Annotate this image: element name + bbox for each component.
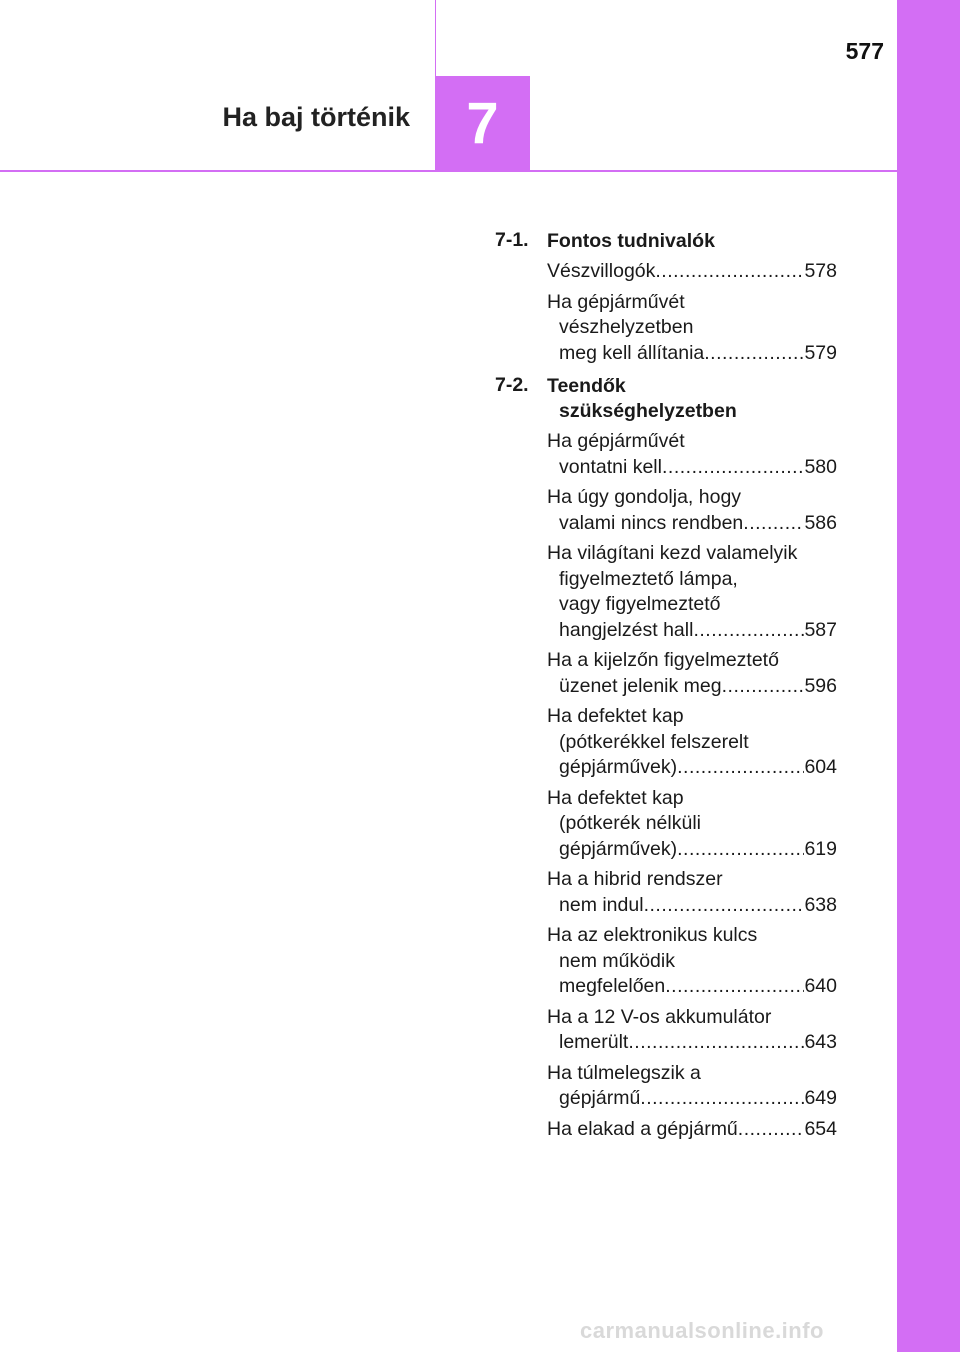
toc-section (495, 229, 837, 366)
toc-entry-line: nem indul (559, 893, 644, 916)
toc-entry-page: 586 (804, 511, 837, 534)
toc-entry-line: gépjárművek) (559, 756, 678, 778)
toc-entry-page: 649 (804, 1087, 837, 1109)
dot-leader (640, 1086, 804, 1112)
toc-entry-page: 619 (804, 837, 837, 860)
toc-entry-line: (pótkerék nélküli (559, 812, 701, 834)
dot-leader (722, 674, 805, 700)
toc-section (495, 374, 837, 1142)
toc-entry-page: 604 (804, 756, 837, 778)
toc-entry-line: Ha defektet kap (547, 705, 684, 727)
section-number: 7-1. (495, 229, 529, 251)
toc-entry-line: lemerült (559, 1031, 629, 1053)
toc-entry-line: meg kell állítania (559, 341, 705, 364)
toc-entry[interactable] (547, 923, 837, 1000)
toc-entry[interactable] (547, 867, 837, 918)
toc-entry-line: vontatni kell (559, 455, 662, 478)
dot-leader (644, 893, 805, 919)
toc-entry-page: 638 (804, 893, 837, 916)
watermark: carmanualsonline.info (580, 1318, 824, 1343)
toc-entry[interactable] (547, 1061, 837, 1112)
toc-entry-line: vészhelyzetben (559, 316, 694, 338)
toc-entry-page: 596 (804, 674, 837, 697)
toc-entry[interactable] (547, 541, 837, 643)
toc-entry-line: Ha a 12 V-os akkumulátor (547, 1005, 772, 1028)
section-title-line: szükséghelyzetben (559, 400, 737, 422)
dot-leader (677, 837, 804, 863)
page-number: 577 (845, 38, 884, 64)
toc-entry-line: (pótkerékkel felszerelt (559, 730, 749, 753)
toc-entry-line: valami nincs rendben (559, 511, 744, 534)
dot-leader (665, 974, 804, 1000)
toc-entry-page: 580 (804, 455, 837, 478)
toc-entry-line: figyelmeztető lámpa, (559, 567, 738, 590)
toc-entry[interactable] (547, 259, 837, 285)
toc-entry-line: Vészvillogók (547, 260, 656, 282)
toc-entry-line: Ha úgy gondolja, hogy (547, 486, 742, 508)
dot-leader (693, 618, 804, 644)
section-title-line: Teendők (547, 375, 626, 397)
toc-entry-line: hangjelzést hall (559, 618, 694, 641)
chapter-number-box: 7 (435, 76, 530, 171)
toc-entry[interactable] (547, 290, 837, 367)
toc-entry-page: 578 (804, 260, 837, 282)
toc-entry-line: üzenet jelenik meg (559, 674, 722, 697)
dot-leader (738, 1117, 805, 1143)
toc-entry-line: megfelelően (559, 975, 666, 997)
toc-entry-page: 640 (804, 975, 837, 997)
toc-entry-line: Ha elakad a gépjármű (547, 1117, 738, 1140)
toc-entry[interactable] (547, 1005, 837, 1056)
dot-leader (662, 455, 804, 481)
toc-entry-page: 587 (804, 618, 837, 641)
toc-entry-line: Ha a hibrid rendszer (547, 868, 723, 890)
toc-entry-line: Ha gépjárművét (547, 290, 685, 313)
dot-leader (677, 755, 804, 781)
toc-entry[interactable] (547, 429, 837, 480)
toc-entry[interactable] (547, 485, 837, 536)
toc-entry-page: 654 (804, 1117, 837, 1140)
toc-entry-line: Ha gépjárművét (547, 430, 685, 452)
dot-leader (743, 511, 804, 537)
toc-entry[interactable] (547, 704, 837, 781)
dot-leader (704, 341, 804, 367)
toc-entry-page: 579 (804, 341, 837, 364)
toc-entry-line: Ha defektet kap (547, 786, 684, 809)
toc-entry-page: 643 (804, 1031, 837, 1053)
toc-entry[interactable] (547, 786, 837, 863)
chapter-tab-bar (897, 0, 960, 1352)
section-title-line: Fontos tudnivalók (547, 230, 715, 252)
section-title (547, 229, 837, 254)
toc-entry[interactable] (547, 648, 837, 699)
toc-entry-line: vagy figyelmeztető (559, 593, 721, 615)
toc-entry-line: gépjárművek) (559, 837, 678, 860)
section-title (547, 374, 837, 424)
dot-leader (655, 259, 804, 285)
table-of-contents (495, 229, 837, 1150)
toc-entry-line: gépjármű (559, 1087, 641, 1109)
chapter-title: Ha baj történik (222, 102, 410, 132)
header-vertical-rule (435, 0, 436, 76)
dot-leader (628, 1030, 804, 1056)
toc-entry-line: nem működik (559, 949, 675, 972)
toc-entry-line: Ha világítani kezd valamelyik (547, 542, 798, 564)
section-number: 7-2. (495, 374, 529, 396)
toc-entry[interactable] (547, 1117, 837, 1143)
toc-entry-line: Ha az elektronikus kulcs (547, 924, 758, 946)
toc-entry-line: Ha túlmelegszik a (547, 1061, 701, 1084)
toc-entry-line: Ha a kijelzőn figyelmeztető (547, 649, 779, 671)
